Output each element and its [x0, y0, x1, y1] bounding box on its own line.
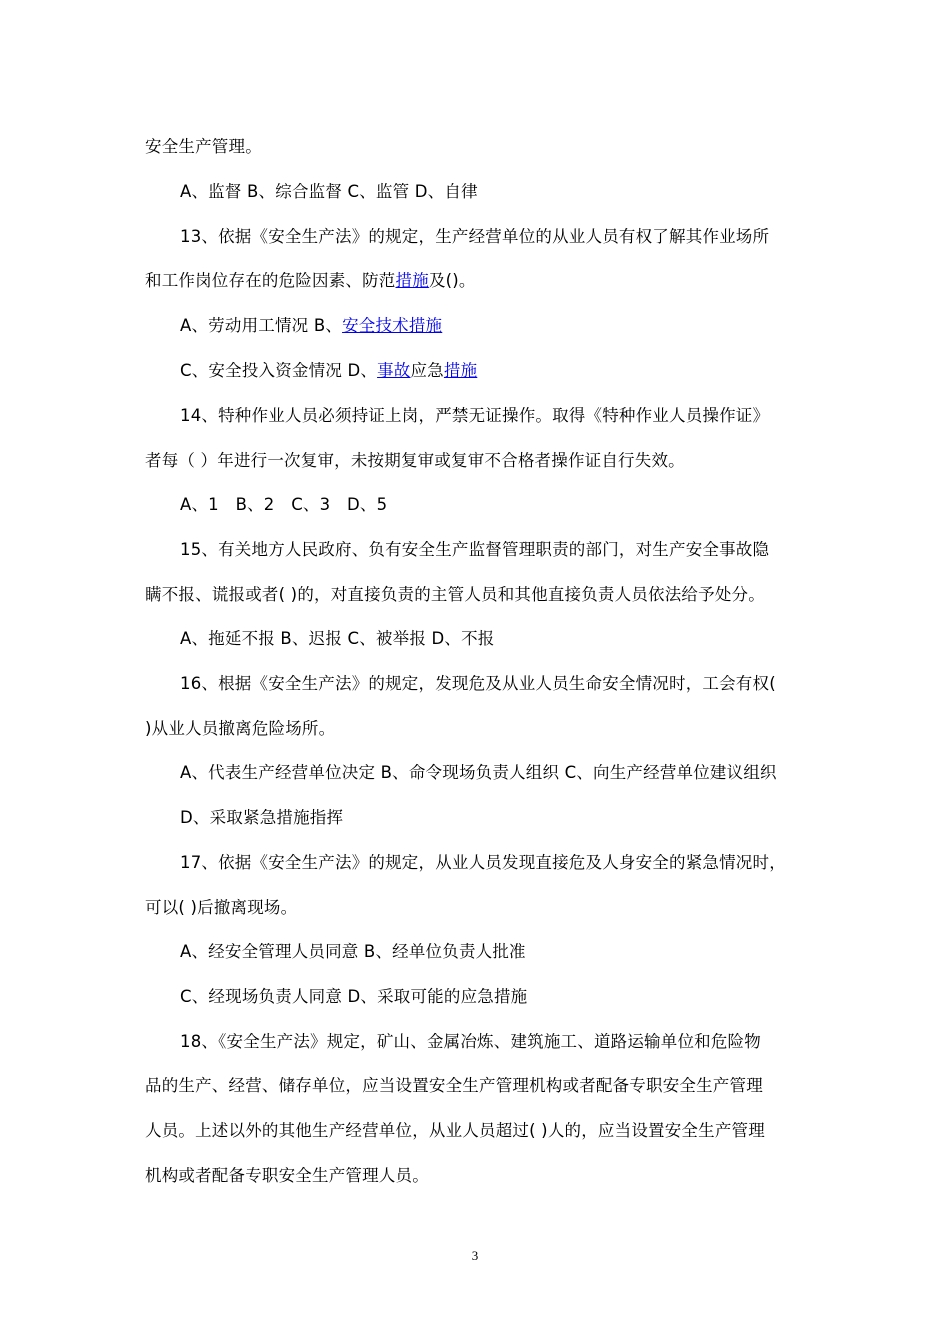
text-line: 品的生产、经营、储存单位，应当设置安全生产管理机构或者配备专职安全生产管理: [145, 1076, 763, 1095]
link-shigu[interactable]: 事故: [377, 361, 411, 380]
question-17: 17、依据《安全生产法》的规定，从业人员发现直接危及人身安全的紧急情况时，: [180, 853, 786, 872]
text-line: )从业人员撤离危险场所。: [145, 719, 336, 738]
text-line: 人员。上述以外的其他生产经营单位，从业人员超过( )人的，应当设置安全生产管理: [145, 1121, 765, 1140]
answer-options-q17-ab: A、经安全管理人员同意 B、经单位负责人批准: [180, 942, 526, 961]
link-anquan-jishu-cuoshi[interactable]: 安全技术措施: [342, 316, 443, 335]
text-line: 和工作岗位存在的危险因素、防范措施及()。: [145, 271, 476, 290]
question-13: 13、依据《安全生产法》的规定，生产经营单位的从业人员有权了解其作业场所: [180, 227, 770, 246]
answer-options-q16-d: D、采取紧急措施指挥: [180, 808, 344, 827]
text-line: 安全生产管理。: [145, 137, 262, 156]
answer-options-q12: A、监督 B、综合监督 C、监管 D、自律: [180, 182, 478, 201]
question-15: 15、有关地方人民政府、负有安全生产监督管理职责的部门，对生产安全事故隐: [180, 540, 770, 559]
question-18: 18、《安全生产法》规定，矿山、金属冶炼、建筑施工、道路运输单位和危险物: [180, 1032, 761, 1051]
answer-options-q17-cd: C、经现场负责人同意 D、采取可能的应急措施: [180, 987, 528, 1006]
answer-options-q16-abc: A、代表生产经营单位决定 B、命令现场负责人组织 C、向生产经营单位建议组织: [180, 763, 777, 782]
text-line: 瞒不报、谎报或者( )的，对直接负责的主管人员和其他直接负责人员依法给予处分。: [145, 585, 765, 604]
question-14: 14、特种作业人员必须持证上岗，严禁无证操作。取得《特种作业人员操作证》: [180, 406, 770, 425]
text-line: 机构或者配备专职安全生产管理人员。: [145, 1166, 429, 1185]
text-line: 者每（ ）年进行一次复审，未按期复审或复审不合格者操作证自行失效。: [145, 451, 685, 470]
link-cuoshi[interactable]: 措施: [395, 271, 429, 290]
answer-options-q13-cd: C、安全投入资金情况 D、事故应急措施: [180, 361, 478, 380]
page-number: 3: [471, 1248, 479, 1263]
answer-options-q13-ab: A、劳动用工情况 B、安全技术措施: [180, 316, 443, 335]
answer-options-q15: A、拖延不报 B、迟报 C、被举报 D、不报: [180, 629, 495, 648]
link-cuoshi-2[interactable]: 措施: [443, 361, 478, 380]
answer-options-q14: A、1 B、2 C、3 D、5: [180, 495, 388, 514]
question-16: 16、根据《安全生产法》的规定，发现危及从业人员生命安全情况时，工会有权(: [180, 674, 776, 693]
text-line: 可以( )后撤离现场。: [145, 898, 298, 917]
